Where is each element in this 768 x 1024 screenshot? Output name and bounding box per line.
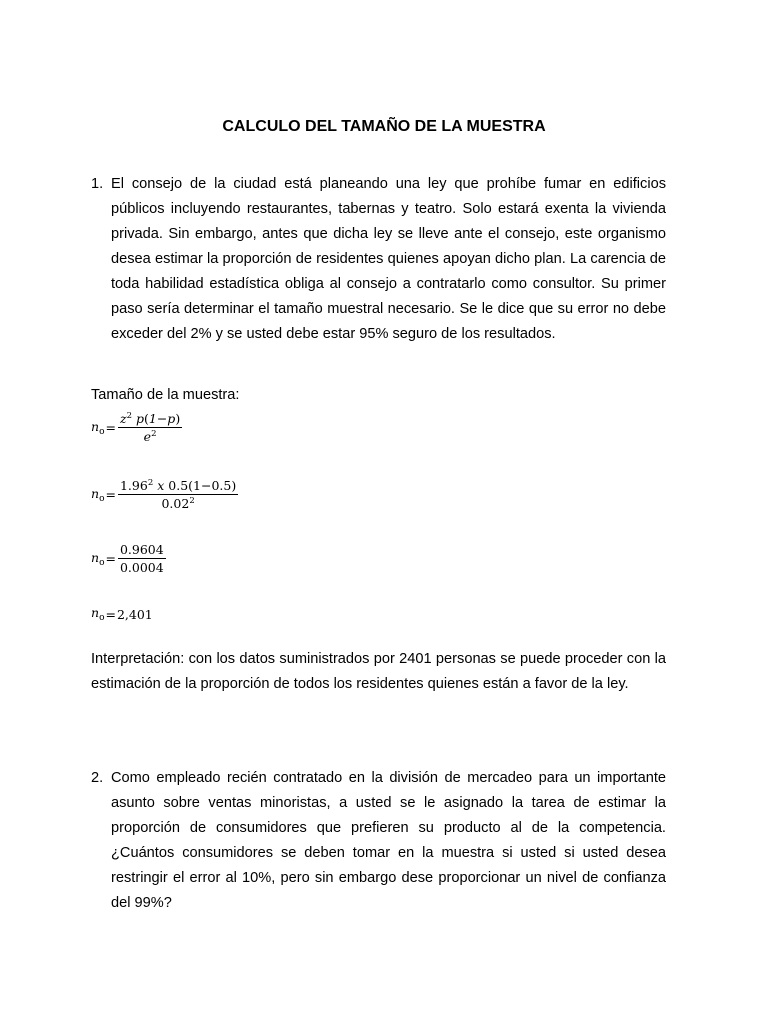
formula-numerator: 1.96$^2$ x 0.5(1−0.5) bbox=[119, 477, 237, 493]
formula-fraction bbox=[118, 411, 182, 444]
interpretation-paragraph: Interpretación: con los datos suministrados por 2401 personas se puede proceder con la estimación de la proporción de todos los residentes quienes están a favor de la ley. bbox=[91, 651, 666, 692]
problem-2-number: 2. bbox=[91, 770, 104, 786]
formula-substituted: $n_o$ = $\frac{1.96^2 x 0.5(1-0.5)}{0.02^2}$ bbox=[91, 477, 237, 511]
formula-lhs: $n_o$ bbox=[91, 418, 105, 437]
sample-size-label: Tamaño de la muestra: bbox=[91, 387, 240, 403]
formula-denominator: 0.02$^2$ bbox=[161, 495, 195, 511]
formula-fraction bbox=[118, 478, 238, 511]
formula-result: $n_o$ = 2,401 bbox=[91, 605, 153, 623]
document-title: CALCULO DEL TAMAÑO DE LA MUESTRA bbox=[222, 118, 546, 135]
formula-lhs: $n_o$ bbox=[91, 605, 105, 623]
problem-1-text: El consejo de la ciudad está planeando una ley que prohíbe fumar en edificios públicos incluyendo restaurantes, tabernas y teatro. Solo estará exenta la vivienda privada. Sin embargo, antes que dicha ley se lleve ante el consejo, este organismo desea estimar la proporción de residentes quienes apoyan dicho plan. La carencia de toda habilidad estadística obliga al consejo a contratarlo como consultor. Su primer paso sería determinar el tamaño muestral necesario. Se le dice que su error no debe exceder del 2% y se usted debe estar 95% seguro de los resultados. bbox=[111, 176, 666, 342]
formula-fraction bbox=[118, 542, 166, 575]
problem-2-text: Como empleado recién contratado en la división de mercadeo para un importante asunto sobre ventas minoristas, a usted se le asignado la tarea de estimar la proporción de consumidores que prefieren su producto al de la competencia. ¿Cuántos consumidores se deben tomar en la muestra si usted si usted desea restringir el error al 10%, pero sin embargo dese proporcionar un nivel de confianza del 99%? bbox=[111, 770, 666, 911]
problem-1 bbox=[91, 172, 666, 347]
formula-denominator: 0.0004 bbox=[119, 560, 164, 575]
formula-result-value: 2,401 bbox=[116, 606, 153, 622]
formula-lhs: $n_o$ bbox=[91, 549, 105, 568]
formula-numerator: 0.9604 bbox=[119, 542, 164, 557]
formula-general: $n_o$ = $\frac{z^2 p(1-p)}{e^2}$ bbox=[91, 410, 181, 444]
formula-lhs: $n_o$ bbox=[91, 485, 105, 504]
formula-computed: $n_o$ = $\frac{0.9604}{0.0004}$ bbox=[91, 542, 164, 575]
problem-2 bbox=[91, 766, 666, 916]
formula-numerator: $z^2$ p(1−p) bbox=[119, 410, 181, 426]
problem-1-number: 1. bbox=[91, 176, 104, 192]
formula-denominator: $e^2$ bbox=[143, 428, 157, 444]
